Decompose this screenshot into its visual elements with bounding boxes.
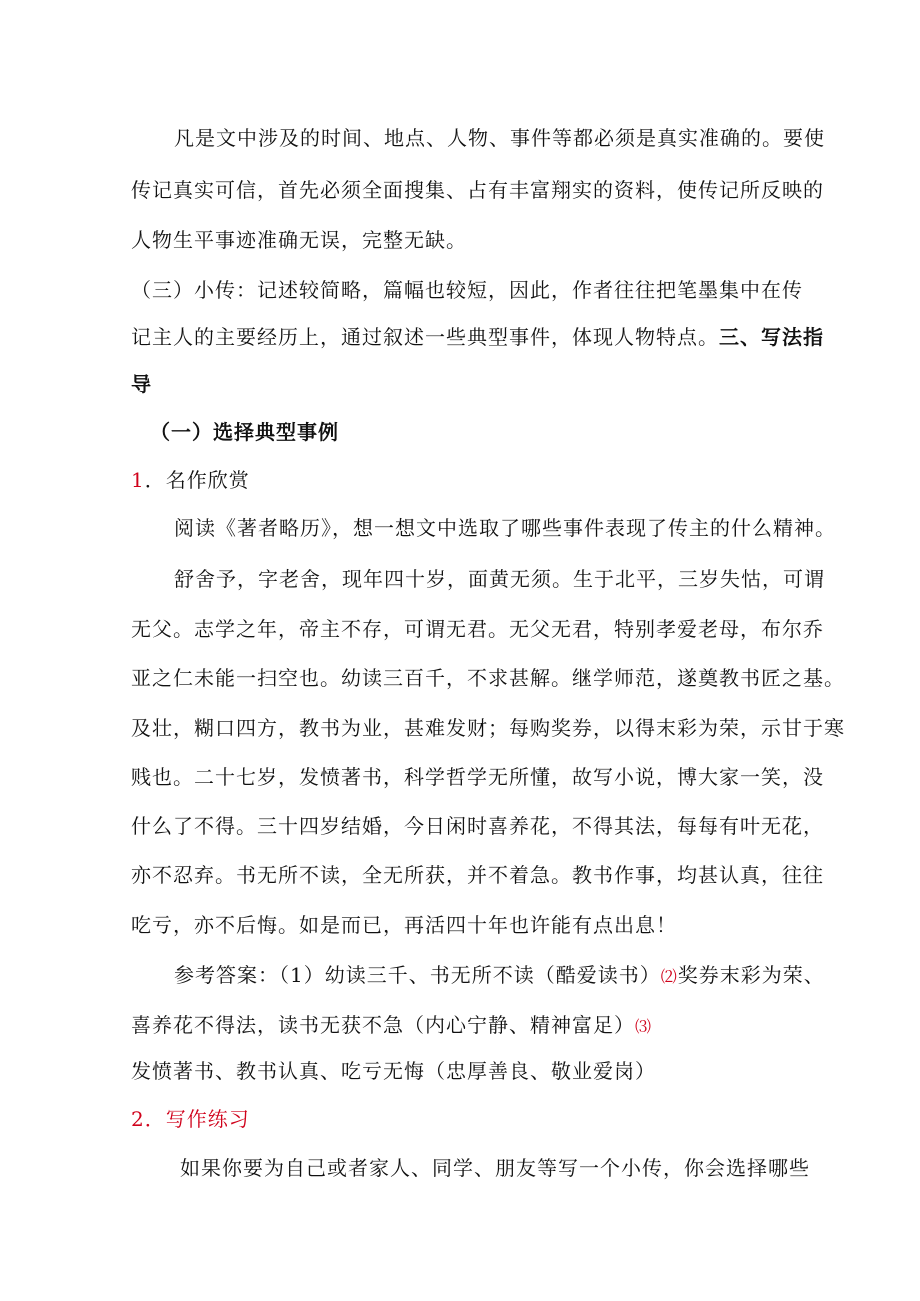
passage-line-7: 亦不忍弃。书无所不读，全无所获，并不着急。教书作事，均甚认真，往往 [131,863,824,887]
answer-marker-3: ⑶ [635,1017,653,1036]
paragraph-2-line-1: （三）小传：记述较简略，篇幅也较短，因此，作者往往把笔墨集中在传 [131,278,803,302]
paragraph-2-line-2 [131,323,824,351]
item-2-heading [131,1105,250,1133]
section-heading: （一）选择典型事例 [150,420,339,444]
passage-line-5: 贱也。二十七岁，发愤著书，科学哲学无所懂，故写小说，博大家一笑，没 [131,765,824,789]
passage-line-3: 亚之仁未能一扫空也。幼读三百千，不求甚解。继学师范，遂奠教书匠之基。 [131,666,845,690]
passage-line-1: 舒舍予，字老舍，现年四十岁，面黄无须。生于北平，三岁失怙，可谓 [174,567,825,591]
paragraph-1-line-3: 人物生平事迹准确无误，完整无缺。 [131,228,467,252]
paragraph-2-text: 记主人的主要经历上，通过叙述一些典型事件，体现人物特点。 [131,325,719,349]
exercise-line-1: 如果你要为自己或者家人、同学、朋友等写一个小传，你会选择哪些 [180,1156,810,1180]
answer-line-1 [174,961,825,991]
item-1-heading [131,466,250,494]
answer-part-2-text: 喜养花不得法，读书无获不急（内心宁静、精神富足） [131,1013,635,1037]
passage-line-4: 及壮，糊口四方，教书为业，甚难发财；每购奖券，以得末彩为荣，示甘于寒 [131,716,845,740]
item-1-number: 1 [131,468,145,492]
item-2-title: 写作练习 [165,1107,250,1131]
passage-line-8: 吃亏，亦不后悔。如是而已，再活四十年也许能有点出息！ [131,913,677,937]
item-1-title: ．名作欣赏 [144,468,250,492]
answer-part-1: 参考答案：（1）幼读三千、书无所不读（酷爱读书） [174,963,661,987]
answer-line-3: 发愤著书、教书认真、吃亏无悔（忠厚善良、敬业爱岗） [131,1059,656,1083]
passage-line-2: 无父。志学之年，帝主不存，可谓无君。无父无君，特别孝爱老母，布尔乔 [131,617,824,641]
answer-line-2 [131,1011,652,1041]
item-2-number: 2 [131,1107,145,1131]
answer-part-2: 奖券末彩为荣、 [677,963,825,987]
answer-marker-2: ⑵ [660,967,678,986]
paragraph-1-line-2: 传记真实可信，首先必须全面搜集、占有丰富翔实的资料，使传记所反映的 [131,178,824,202]
item-2-separator: ． [144,1107,166,1131]
reading-prompt: 阅读《著者略历》，想一想文中选取了哪些事件表现了传主的什么精神。 [174,516,836,540]
paragraph-1-line-1: 凡是文中涉及的时间、地点、人物、事件等都必须是真实准确的。要使 [174,126,825,150]
section-three-heading-end: 导 [131,372,152,396]
passage-line-6: 什么了不得。三十四岁结婚，今日闲时喜养花，不得其法，每每有叶无花， [131,814,824,838]
section-three-heading-start: 三、写法指 [719,325,824,349]
